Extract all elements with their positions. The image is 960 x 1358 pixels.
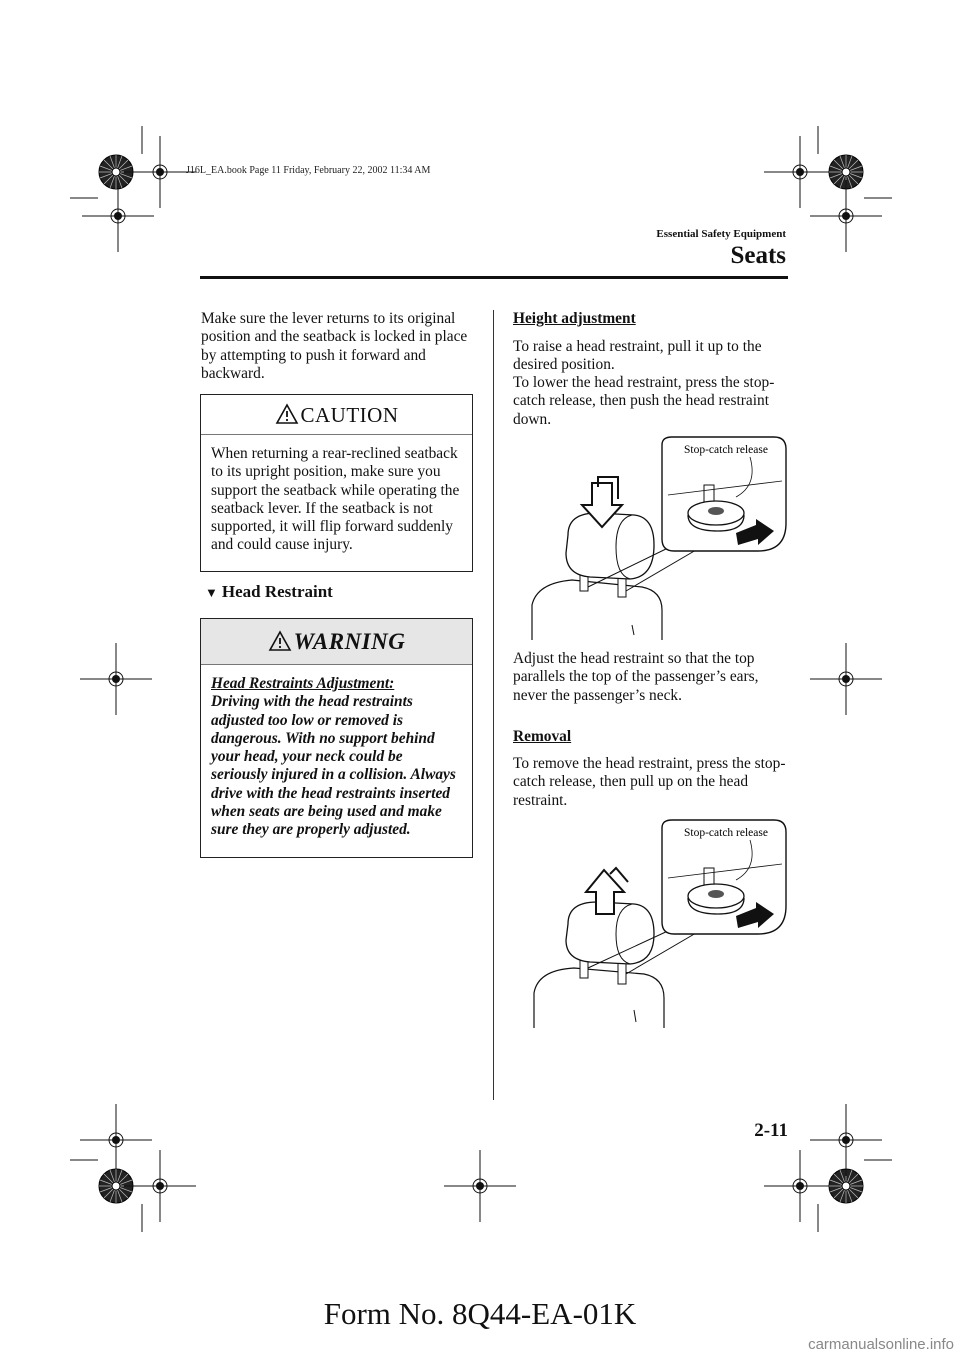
caution-triangle-icon xyxy=(275,403,299,425)
warning-header xyxy=(201,619,472,665)
height-text-lower: To lower the head restraint, press the stop-catch release, then push the head restraint down. xyxy=(513,374,775,428)
warning-triangle-icon xyxy=(268,630,292,652)
registration-cross-icon xyxy=(810,1104,882,1176)
intro-paragraph: Make sure the lever returns to its original position and the seatback is locked in place by attempting to push it forward and backward. xyxy=(201,310,468,382)
registration-cross-icon xyxy=(444,1150,516,1222)
registration-cross-icon xyxy=(810,180,882,252)
adjust-text: Adjust the head restraint so that the top parallels the top of the passenger’s ears, never the passenger’s neck. xyxy=(513,650,759,704)
section-header: Essential Safety Equipment xyxy=(656,228,786,240)
figure-height-adjustment xyxy=(512,435,792,640)
form-number: Form No. 8Q44-EA-01K xyxy=(323,1296,637,1331)
registration-cross-icon xyxy=(80,643,152,715)
page-number: 2-11 xyxy=(754,1120,788,1141)
head-restraint-heading-text: Head Restraint xyxy=(221,582,333,601)
book-info: J16L_EA.book Page 11 Friday, February 22, 2002 11:34 AM xyxy=(186,165,431,176)
warning-body xyxy=(201,665,472,840)
stop-catch-release-label: Stop-catch release xyxy=(684,444,768,456)
registration-cross-icon xyxy=(82,180,154,252)
caution-title: CAUTION xyxy=(300,403,399,427)
seatback-outline xyxy=(534,968,664,1028)
warning-text: Driving with the head restraints adjusted too low or removed is dangerous. With no support behind your head, your neck could be seriously injured in a collision. Always drive with the head restraints inserted when seats are being used and make sure they are properly adjusted. xyxy=(211,693,456,839)
removal-heading: Removal xyxy=(513,728,572,745)
height-adjustment-heading: Height adjustment xyxy=(513,310,636,327)
warning-box xyxy=(200,618,473,858)
registration-cross-icon xyxy=(80,1104,152,1176)
column-divider xyxy=(493,310,494,1100)
caution-text: When returning a rear-reclined seatback to its upright position, make sure you support the seatback while operating the seatback lever. If the seatback is not supported, it will flip forward suddenly and could cause injury. xyxy=(211,445,460,554)
height-text-raise: To raise a head restraint, pull it up to the desired position. xyxy=(513,338,762,374)
figure-removal xyxy=(512,818,792,1028)
registration-cross-icon xyxy=(764,1150,836,1222)
head-restraint-shape xyxy=(566,513,654,579)
stop-catch-release-label: Stop-catch release xyxy=(684,827,768,839)
watermark: carmanualsonline.info xyxy=(808,1336,954,1353)
removal-text: To remove the head restraint, press the stop-catch release, then pull up on the head restraint. xyxy=(513,755,786,809)
registration-cross-icon xyxy=(764,136,836,208)
registration-cross-icon xyxy=(810,643,882,715)
head-restraint-heading xyxy=(205,582,333,602)
caution-header xyxy=(201,395,472,435)
heading-marker-icon: ▼ xyxy=(205,585,218,600)
caution-box xyxy=(200,394,473,572)
registration-cross-icon xyxy=(124,1150,196,1222)
seatback-outline xyxy=(532,580,662,640)
warning-subtitle: Head Restraints Adjustment: xyxy=(211,675,395,692)
header-rule xyxy=(200,276,788,279)
chapter-title: Seats xyxy=(730,242,786,269)
warning-title: WARNING xyxy=(293,629,406,654)
